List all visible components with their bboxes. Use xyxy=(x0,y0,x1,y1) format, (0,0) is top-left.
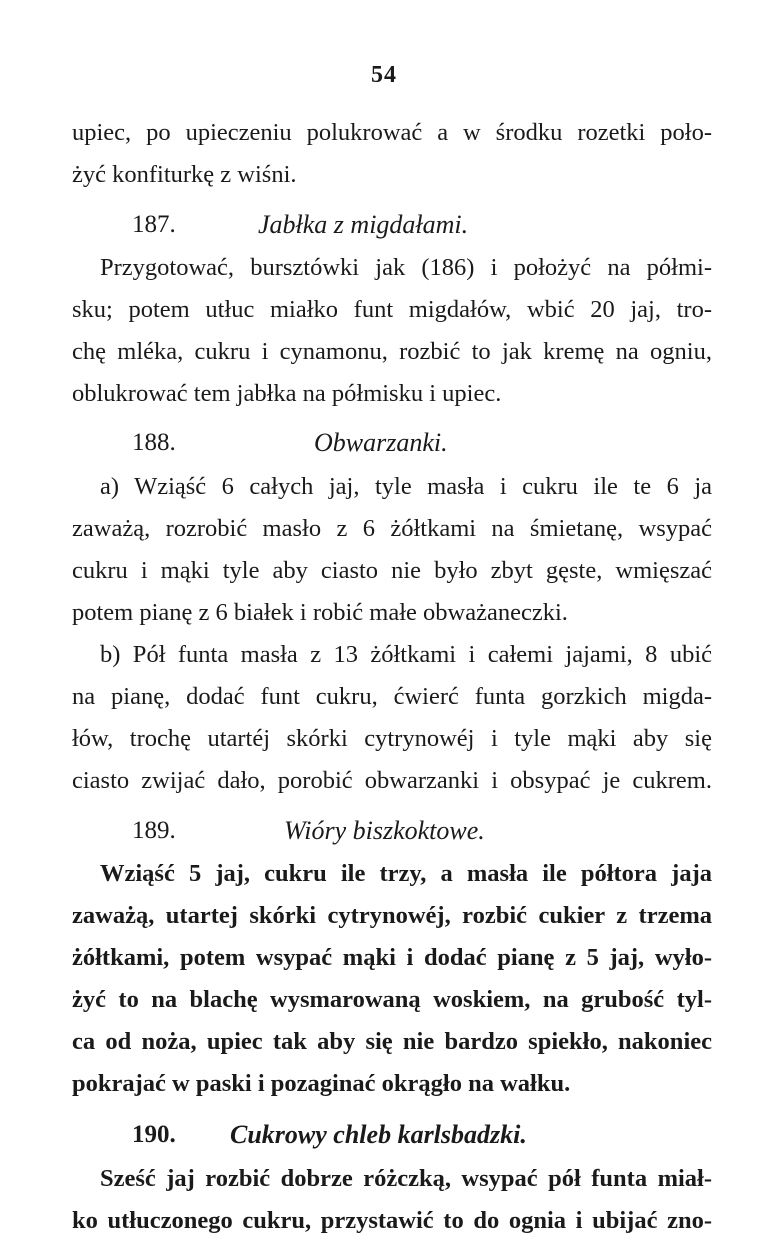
recipe-number: 190. xyxy=(132,1121,176,1148)
text-line: żyć konfiturkę z wiśni. xyxy=(72,161,297,188)
recipe-title: Obwarzanki. xyxy=(314,428,448,457)
text-line: ca od noża, upiec tak aby się nie bardzo spiekło, nakoniec xyxy=(72,1028,712,1055)
text-line: Przygotować, bursztówki jak (186) i położyć na półmi- xyxy=(100,254,712,281)
text-line: Sześć jaj rozbić dobrze różczką, wsypać pół funta miał- xyxy=(100,1165,712,1192)
text-line: b) Pół funta masła z 13 żółtkami i całemi jajami, 8 ubić xyxy=(100,641,712,668)
text-line: Wziąść 5 jaj, cukru ile trzy, a masła ile półtora jaja xyxy=(100,860,712,887)
text-line: żółtkami, potem wsypać mąki i dodać pianę z 5 jaj, wyło- xyxy=(72,944,712,971)
text-line: cukru i mąki tyle aby ciasto nie było zbyt gęste, wmięszać xyxy=(72,557,712,584)
recipe-heading-188 xyxy=(72,422,712,463)
text-line: ko utłuczonego cukru, przystawić to do ognia i ubijać zno- xyxy=(72,1207,712,1234)
recipe-number: 188. xyxy=(132,429,176,456)
recipe-number: 187. xyxy=(132,211,176,238)
text-line: pokrajać w paski i pozaginać okrągło na wałku. xyxy=(72,1070,571,1097)
recipe-title: Jabłka z migdałami. xyxy=(258,210,469,239)
text-line: oblukrować tem jabłka na półmisku i upiec. xyxy=(72,380,502,407)
recipe-title: Wióry biszkoktowe. xyxy=(284,816,485,845)
text-line: łów, trochę utartéj skórki cytrynowéj i tyle mąki aby się xyxy=(72,725,712,752)
text-line: potem pianę z 6 białek i robić małe obważaneczki. xyxy=(72,599,568,626)
text-line: upiec, po upieczeniu polukrować a w środku rozetki poło- xyxy=(72,119,712,146)
text-line: a) Wziąść 6 całych jaj, tyle masła i cukru ile te 6 ja xyxy=(100,473,712,500)
recipe-heading-189 xyxy=(72,810,712,851)
text-line: ciasto zwijać dało, porobić obwarzanki i obsypać je cukrem. xyxy=(72,767,712,794)
text-line: na pianę, dodać funt cukru, ćwierć funta gorzkich migda- xyxy=(72,683,712,710)
text-line: chę mléka, cukru i cynamonu, rozbić to jak kremę na ogniu, xyxy=(72,338,712,365)
text-line: zaważą, utartej skórki cytrynowéj, rozbić cukier z trzema xyxy=(72,902,712,929)
recipe-heading-187 xyxy=(72,204,712,245)
page-number: 54 xyxy=(371,62,397,88)
text-line: żyć to na blachę wysmarowaną woskiem, na grubość tyl- xyxy=(72,986,712,1013)
recipe-number: 189. xyxy=(132,817,176,844)
recipe-heading-190 xyxy=(72,1114,712,1155)
recipe-title: Cukrowy chleb karlsbadzki. xyxy=(230,1120,527,1149)
text-line: zaważą, rozrobić masło z 6 żółtkami na śmietanę, wsypać xyxy=(72,515,712,542)
text-line: sku; potem utłuc miałko funt migdałów, wbić 20 jaj, tro- xyxy=(72,296,712,323)
